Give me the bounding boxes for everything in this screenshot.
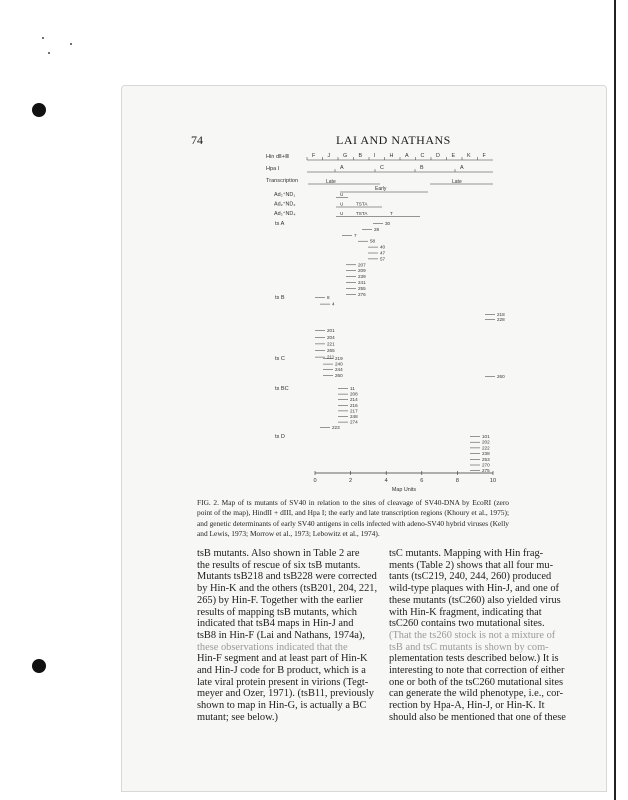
mutant-number: 4 — [332, 301, 335, 307]
fragment-letter: G — [343, 153, 348, 159]
mutant-number: 8 — [327, 295, 330, 300]
binder-hole-top — [32, 103, 46, 117]
mutant-number: 216 — [350, 402, 358, 408]
text-line: one or both of the tsC260 mutational sites — [389, 676, 564, 688]
fragment-letter: C — [420, 153, 425, 159]
mutant-number: 28 — [374, 226, 380, 232]
mutant-number: 265 — [327, 348, 335, 353]
ts-mutant-map-figure — [260, 148, 510, 508]
scan-speck — [70, 43, 72, 45]
text-line: tants (tsC219, 240, 244, 260) produced — [389, 571, 552, 583]
text-line: (That the ts260 stock is not a mixture of — [389, 629, 556, 641]
mutant-group-label: ts BC — [275, 386, 289, 392]
early-label: Early — [375, 186, 387, 192]
text-line: meyer and Ozer, 1971). (tsB11, previously — [197, 688, 374, 700]
text-line: mutant; see below.) — [197, 711, 278, 723]
mutant-number: 57 — [380, 256, 386, 262]
text-line: 265) by Hin-F. Together with the earlier — [197, 594, 363, 606]
fragment-letter: H — [389, 153, 394, 159]
map-row-label: Transcription — [266, 178, 299, 184]
mutant-number: 218 — [497, 312, 505, 317]
text-line: tsB mutants. Also shown in Table 2 are — [197, 548, 360, 559]
mutant-number: 207 — [358, 262, 366, 268]
map-row-label: Hpa I — [266, 166, 280, 172]
fragment-letter: C — [380, 165, 384, 171]
hybrid-label: Ad₂⁺ND₂ — [274, 201, 296, 208]
mutant-number: 204 — [327, 334, 335, 340]
mutant-number: 239 — [358, 274, 366, 280]
text-line: plementation tests described below.) It is — [389, 653, 559, 665]
mutant-number: 223 — [332, 425, 340, 431]
hybrid-mark: TSTA — [356, 211, 368, 216]
mutant-number: 260 — [497, 374, 505, 379]
text-line: these mutants (tsC260) also yielded virus — [389, 594, 561, 606]
fragment-letter: K — [467, 153, 471, 159]
mutant-number: 201 — [327, 328, 335, 334]
mutant-number: 253 — [482, 456, 490, 462]
mutant-number: 30 — [385, 221, 391, 226]
axis-tick-label: 2 — [349, 478, 353, 484]
fragment-letter: A — [405, 153, 409, 159]
late-right-label: Late — [452, 179, 462, 185]
mutant-group-label: ts B — [275, 295, 285, 301]
body-column-left — [197, 548, 378, 724]
text-line: by Hin-K and the others (tsB201, 204, 221, — [197, 583, 378, 595]
mutant-groups — [275, 221, 505, 473]
fragment-letter: I — [374, 153, 376, 159]
text-line: these observations indicated that the — [197, 641, 348, 653]
axis-label: Map Units — [391, 487, 417, 493]
mutant-number: 275 — [482, 468, 490, 474]
mutant-number: 238 — [482, 451, 490, 457]
text-line: indicated that tsB4 maps in Hin-J and — [197, 618, 354, 630]
text-line: tsC260 contains two mutational sites. — [389, 618, 545, 630]
binder-hole-bottom — [32, 659, 46, 673]
mutant-number: 241 — [358, 280, 366, 285]
late-left-label: Late — [326, 179, 336, 185]
mutant-number: 11 — [350, 386, 355, 391]
axis-tick-label: 4 — [384, 478, 388, 484]
mutant-number: 217 — [350, 408, 358, 414]
scan-speck — [42, 37, 44, 39]
mutant-number: 274 — [350, 419, 358, 425]
scan-speck — [48, 52, 50, 54]
mutant-number: 40 — [380, 244, 386, 250]
running-head: LAI AND NATHANS — [336, 133, 451, 147]
mutant-group-label: ts A — [275, 221, 285, 227]
mutant-number: 47 — [380, 250, 386, 256]
text-line: tsB8 in Hin-F (Lai and Nathans, 1974a), — [197, 629, 365, 641]
hybrid-mark: U — [340, 201, 344, 207]
text-line: results of mapping tsB mutants, which — [197, 606, 357, 618]
mutant-number: 101 — [482, 434, 490, 439]
fragment-letter: J — [327, 153, 331, 159]
text-line: late viral protein present in virions (Tegt- — [197, 676, 369, 688]
mutant-number: 209 — [358, 268, 366, 274]
figure-caption: FIG. 2. Map of ts mutants of SV40 in relation to the sites of cleavage of SV40-DNA by EcoRI (zero point of the map), HindII + dIII, and Hpa I; the early and late transcription regions (Khoury et al., 1975); and genetic determinants of early SV40 antigens in cells infected with adeno-SV40 hybrid viruses (Kelly and Lewis, 1973; Morrow et al., 1973; Lebowitz et al., 1974). — [197, 498, 509, 539]
axis-tick-label: 6 — [420, 478, 424, 484]
mutant-number: 211 — [327, 354, 335, 360]
axis-tick-label: 10 — [489, 478, 497, 484]
fragment-letter: B — [358, 153, 363, 159]
axis-tick-label: 0 — [313, 478, 317, 484]
mutant-number: 255 — [358, 285, 366, 291]
fragment-letter: B — [420, 165, 424, 171]
text-line: with Hin-K fragment, indicating that — [389, 606, 542, 618]
mutant-number: 240 — [335, 361, 343, 367]
text-line: the results of rescue of six tsB mutants. — [197, 559, 361, 571]
mutant-number: 228 — [497, 317, 505, 322]
mutant-number: 244 — [335, 367, 343, 373]
hybrid-mark: TSTA — [356, 201, 368, 207]
axis-tick-label: 8 — [455, 478, 459, 484]
map-row-label: Hin dⅡ+Ⅲ — [266, 154, 289, 160]
text-line: tsB and tsC mutants is shown by com- — [389, 641, 549, 653]
text-line: Hin-F segment and at least part of Hin-K — [197, 653, 368, 665]
mutant-number: 214 — [350, 397, 358, 403]
text-line: ments (Table 2) shows that all four mu- — [389, 559, 554, 571]
hybrid-mark: U — [340, 211, 344, 216]
mutant-number: 222 — [482, 445, 490, 451]
page-number: 74 — [191, 133, 203, 147]
mutant-number: 270 — [482, 462, 490, 468]
mutant-number: 260 — [335, 372, 343, 378]
map-axis — [313, 471, 496, 493]
fragment-letter: A — [460, 165, 464, 171]
text-line: can generate the wild phenotype, i.e., cor- — [389, 688, 564, 700]
text-line: wild-type plaques with Hin-J, and one of — [389, 583, 559, 595]
mutant-number: 219 — [335, 356, 343, 361]
text-line: interesting to note that correction of either — [389, 665, 565, 677]
mutant-number: 208 — [350, 391, 358, 397]
hybrid-mark: U — [340, 192, 344, 197]
fragment-letter: F — [482, 153, 486, 159]
fragment-letter: E — [451, 153, 456, 159]
hybrid-label: Ad₂⁺ND₁ — [274, 192, 296, 198]
fragment-letter: F — [312, 153, 316, 159]
text-line: shown to map in Hin-G, is actually a BC — [197, 700, 367, 712]
text-line: should also be mentioned that one of these — [389, 711, 566, 723]
text-line: tsC mutants. Mapping with Hin frag- — [389, 548, 544, 559]
mutant-number: 221 — [327, 341, 335, 347]
mutant-group-label: ts D — [275, 434, 285, 440]
fragment-letter: D — [436, 153, 440, 159]
text-line: rection by Hpa-A, Hin-J, or Hin-K. It — [389, 700, 545, 712]
text-line: and Hin-J code for B product, which is a — [197, 665, 366, 677]
mutant-group-label: ts C — [275, 356, 285, 362]
mutant-number: 58 — [370, 238, 376, 244]
mutant-number: 276 — [358, 291, 366, 297]
mutant-number: 248 — [350, 414, 358, 419]
mutant-number: 7 — [354, 232, 357, 238]
hybrid-mark: T — [390, 211, 393, 216]
text-line: Mutants tsB218 and tsB228 were corrected — [197, 571, 377, 583]
restriction-map — [266, 153, 493, 217]
body-column-right — [389, 548, 578, 724]
fragment-letter: A — [340, 165, 344, 171]
mutant-number: 202 — [482, 439, 490, 445]
hybrid-label: Ad₂⁺ND₄ — [274, 211, 296, 217]
